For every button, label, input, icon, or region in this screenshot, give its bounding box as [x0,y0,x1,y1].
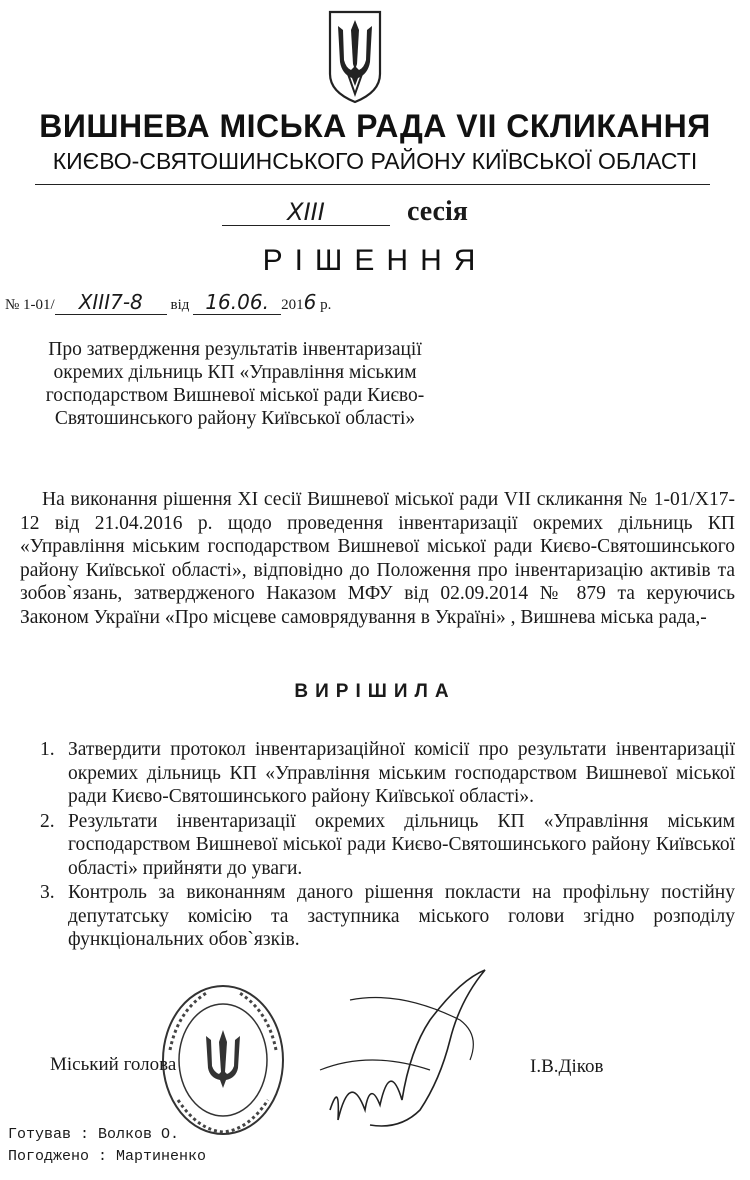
decision-item [20,881,735,952]
decision-number: XIII7-8 [55,290,167,315]
decision-number-line [5,290,331,315]
decision-items [20,738,735,953]
year-mark: р. [320,297,332,313]
number-prefix: № 1-01/ [5,297,55,313]
header-divider [35,184,710,185]
from-label: від [170,297,190,313]
prepared-by: Готував : Волков О. [8,1126,180,1143]
signatory-name: І.В.Діков [530,1056,604,1077]
item-text: Контроль за виконанням даного рішення покласти на профільну постійну депутатську комісію та заступника міського голови згідно розподілу функціональних обов`язків. [68,882,735,950]
signatory-role: Міський голова [50,1054,177,1075]
decision-item [20,738,735,809]
session-number: XIII [222,198,390,226]
session-line [222,198,522,228]
item-number: 2. [40,810,55,832]
decision-subject: Про затвердження результатів інвентаризації окремих дільниць КП «Управління міським господарством Вишневої міської ради Києво-Святошинського району Київської області» [45,339,425,429]
session-label: сесія [407,196,468,227]
agreed-by: Погоджено : Мартиненко [8,1148,207,1165]
signature-icon [310,960,510,1140]
resolved-heading: ВИРІШИЛА [294,681,456,702]
decision-item [20,810,735,881]
item-text: Затвердити протокол інвентаризаційної комісії про результати інвентаризації окремих дільниць КП «Управління міським господарством Вишневої міської ради Києво-Святошинського району Київської області». [68,739,735,807]
district-name: КИЄВО-СВЯТОШИНСЬКОГО РАЙОНУ КИЇВСЬКОЇ ОБЛАСТІ [52,148,698,174]
item-number: 3. [40,882,55,903]
item-number: 1. [40,739,55,760]
item-text: Результати інвентаризації окремих дільниць КП «Управління міським господарством Вишневої міської ради Києво-Святошинського району Київської області» прийняти до уваги. [68,810,735,879]
year-suffix: 6 [303,290,317,314]
coat-of-arms-icon [326,8,384,104]
council-name: ВИШНЕВА МІСЬКА РАДА VII СКЛИКАННЯ [39,108,711,144]
preamble-paragraph: На виконання рішення XI сесії Вишневої міської ради VII скликання № 1-01/X17-12 від 21.04.2016 р. щодо проведення інвентаризації окремих дільниць КП «Управління міським господарством Вишневої міської ради Києво-Святошинського району Київської області», відповідно до Положення про інвентаризацію активів та зобов`язань, затвердженого Наказом МФУ від 02.09.2014 № 879 та керуючись Законом України «Про місцеве самоврядування в Україні» , Вишнева міська рада,- [20,489,735,628]
decision-date: 16.06. [193,290,281,315]
official-seal-icon [158,980,288,1140]
document-title: РІШЕННЯ [262,244,488,277]
year-prefix: 201 [281,297,304,313]
